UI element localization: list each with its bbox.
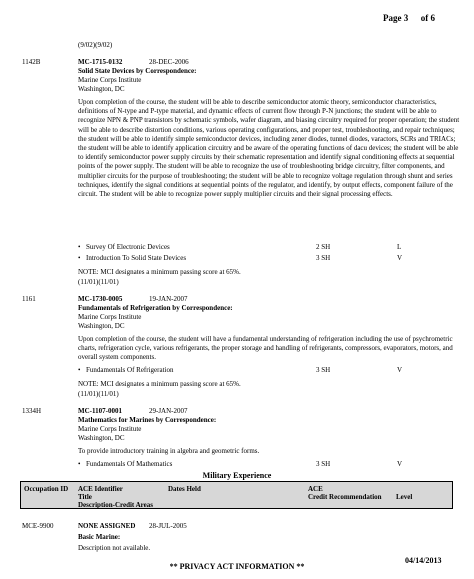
credit-item-name: Introduction To Solid State Devices: [86, 254, 187, 262]
course-description: To provide introductory training in algebra and geometric forms.: [78, 447, 260, 455]
occupation-title: Basic Marine:: [78, 533, 121, 541]
occupation-date: 28-JUL-2005: [149, 522, 187, 530]
bullet-icon: •: [78, 254, 81, 262]
credit-level: V: [397, 366, 403, 374]
occupation-description: Description not available.: [78, 544, 151, 552]
course-code: 1142B: [22, 58, 41, 66]
occupation-id: MCE-9900: [22, 522, 54, 530]
credit-hours: 3 SH: [316, 460, 331, 468]
credit-item-name: Fundamentals Of Refrigeration: [86, 366, 174, 374]
bullet-icon: •: [78, 460, 81, 468]
header-ace: ACE: [308, 485, 323, 493]
header-credit-recommendation: Credit Recommendation: [308, 493, 382, 501]
ace-identifier: NONE ASSIGNED: [78, 522, 136, 530]
credit-hours: 3 SH: [316, 254, 331, 262]
credit-item-name: Survey Of Electronic Devices: [86, 243, 170, 251]
course-title: Fundamentals of Refrigeration by Correspondence:: [78, 304, 233, 312]
course-description: Upon completion of the course, the student will have a fundamental understanding of refrigeration including the use of psychrometric charts, refrigeration cycle, various refrigerants, the proper storage and handling of refrigerants, compressors, evaporators, motors, and overall system components.: [78, 335, 453, 362]
credit-hours: 2 SH: [316, 243, 331, 251]
military-table-header: [20, 481, 453, 509]
course-note: NOTE: MCI designates a minimum passing score at 65%.: [78, 268, 241, 276]
credit-level: L: [397, 243, 402, 251]
course-code: 1334H: [22, 407, 42, 415]
course-org: Marine Corps Institute: [78, 313, 142, 321]
bullet-icon: •: [78, 366, 81, 374]
header-dates-held: Dates Held: [168, 485, 201, 493]
course-id: MC-1107-0001: [78, 407, 122, 415]
credit-level: V: [397, 460, 403, 468]
page-of-label: of 6: [420, 13, 435, 23]
credit-hours: 3 SH: [316, 366, 331, 374]
course-id: MC-1730-0005: [78, 295, 123, 303]
header-level: Level: [396, 493, 413, 501]
course-title: Solid State Devices by Correspondence:: [78, 67, 197, 75]
course-title: Mathematics for Marines by Correspondence:: [78, 416, 217, 424]
header-description-credit: Description-Credit Areas: [78, 501, 153, 509]
credit-item-name: Fundamentals Of Mathematics: [86, 460, 173, 468]
course-code: 1161: [22, 295, 36, 303]
course-date: 19-JAN-2007: [149, 295, 188, 303]
header-ace-identifier: ACE Identifier: [78, 485, 123, 493]
course-date: 29-JAN-2007: [149, 407, 188, 415]
credit-level: V: [397, 254, 403, 262]
top-note: (9/02)(9/02): [78, 41, 113, 49]
header-title: Title: [78, 493, 92, 501]
course-dates: (11/01)(11/01): [78, 390, 119, 398]
course-location: Washington, DC: [78, 322, 125, 330]
course-date: 28-DEC-2006: [149, 58, 189, 66]
header-occupation-id: Occupation ID: [24, 485, 69, 493]
course-id: MC-1715-0132: [78, 58, 123, 66]
section-title: Military Experience: [202, 471, 272, 480]
footer-date: 04/14/2013: [405, 556, 442, 565]
bullet-icon: •: [78, 243, 81, 251]
course-org: Marine Corps Institute: [78, 425, 142, 433]
course-org: Marine Corps Institute: [78, 76, 142, 84]
privacy-notice: ** PRIVACY ACT INFORMATION **: [169, 562, 305, 571]
course-location: Washington, DC: [78, 85, 125, 93]
course-location: Washington, DC: [78, 434, 125, 442]
course-dates: (11/01)(11/01): [78, 278, 119, 286]
page-number: [383, 13, 435, 23]
course-description: Upon completion of the course, the student will be able to describe semiconductor atomic theory, semiconductor characteristics, definitions of N-type and P-type material, and dynamic effects of current flow through P-N junctions; the student will be able to recognize NPN & PNP transistors by schematic symbols, wafer diagram, and biasing circuitry required for proper operation; the student will be able to describe distortion conditions, various operating configurations, and proper test, troubleshooting, and repair techniques; the student will be able to identify simple semiconductor devices, including zener diodes, tunnel diodes, varactors, SCRs and TRIACs; the student will be able to identify application circuitry and be aware of the operating functions of dacu devices; the student will be able to identify semiconductor power supply circuits by their schematic representation and identify signal conditioning effects at sequential points of the power supply. The student will be able to recognize the use of troubleshooting bridge circuitry, filter components, and multiplier circuits for the purpose of troubleshooting; the student will be able to recognize voltage regulation through shunt and series techniques, identify the signal conditions at sequential points of the regulator, and identify, by output effects, component failure of the circuit. The student will be able to recognize power supply multiplier circuits and their signal processing effects.: [78, 98, 460, 199]
course-note: NOTE: MCI designates a minimum passing score at 65%.: [78, 380, 241, 388]
page-label: Page 3: [383, 13, 409, 23]
